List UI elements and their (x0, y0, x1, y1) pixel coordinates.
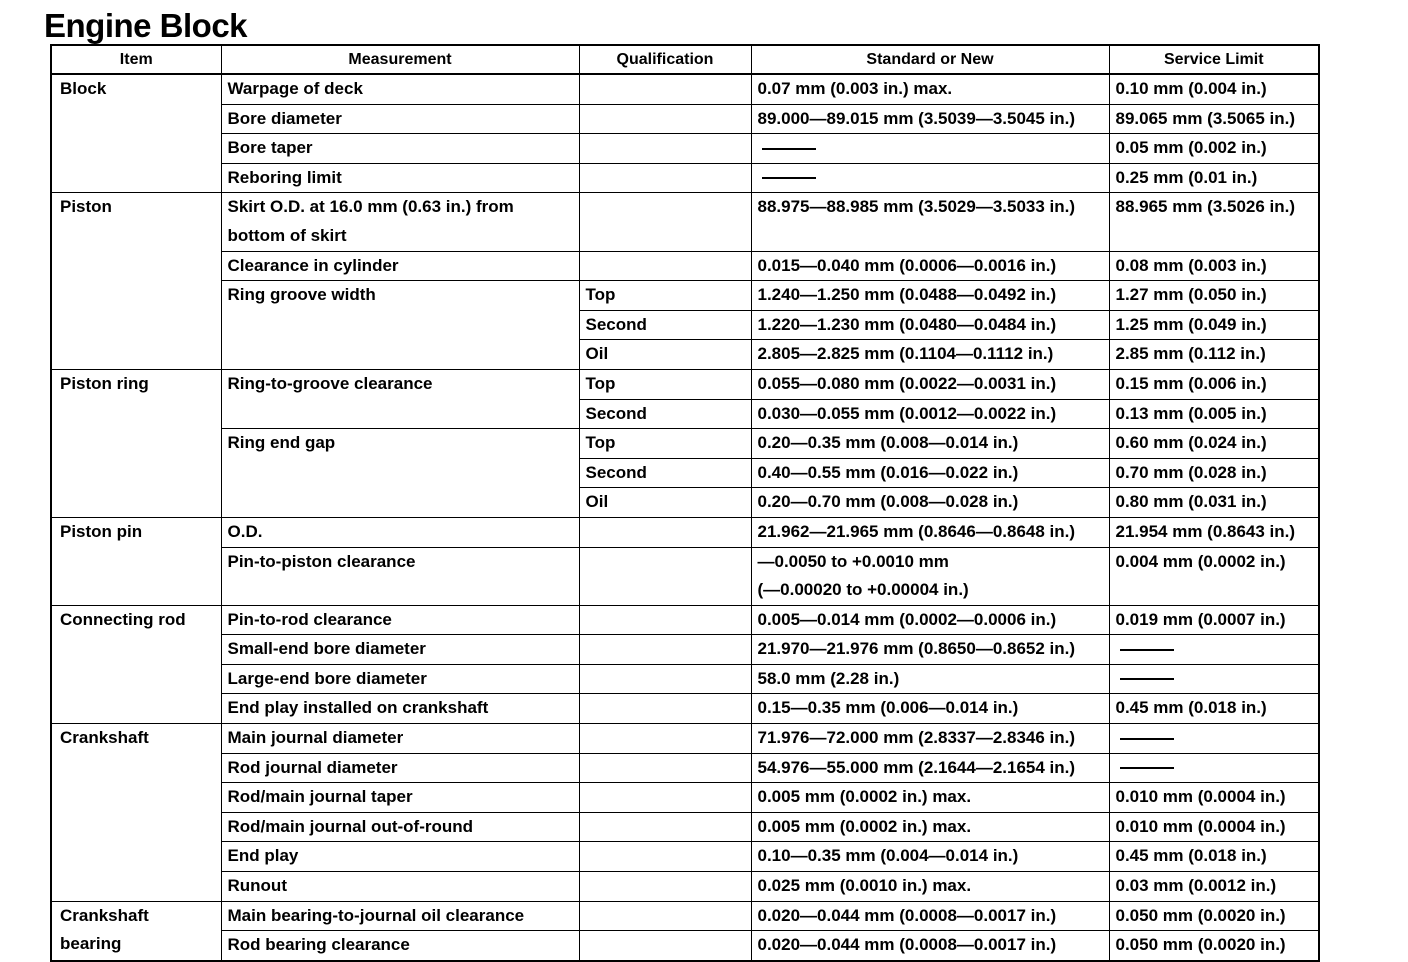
table-row (51, 193, 1319, 251)
item-cell: Piston ring (51, 369, 221, 517)
standard-cell: 21.970—21.976 mm (0.8650—0.8652 in.) (751, 635, 1109, 665)
standard-cell: 89.000—89.015 mm (3.5039—3.5045 in.) (751, 104, 1109, 134)
standard-cell: 21.962—21.965 mm (0.8646—0.8648 in.) (751, 517, 1109, 547)
qualification-cell: Top (579, 429, 751, 459)
table-row (51, 901, 1319, 931)
limit-cell (1109, 664, 1319, 694)
qualification-cell (579, 517, 751, 547)
standard-cell: 0.10—0.35 mm (0.004—0.014 in.) (751, 842, 1109, 872)
qualification-cell (579, 724, 751, 754)
standard-cell: 0.005 mm (0.0002 in.) max. (751, 783, 1109, 813)
table-row (51, 547, 1319, 605)
qualification-cell (579, 842, 751, 872)
item-cell: Crankshaft (51, 724, 221, 902)
table-row (51, 104, 1319, 134)
limit-cell: 1.25 mm (0.049 in.) (1109, 310, 1319, 340)
table-row (51, 635, 1319, 665)
measurement-cell: Bore taper (221, 134, 579, 164)
measurement-cell: Small-end bore diameter (221, 635, 579, 665)
qualification-cell (579, 753, 751, 783)
item-line: bearing (60, 934, 122, 954)
limit-cell: 0.08 mm (0.003 in.) (1109, 251, 1319, 281)
header-row (51, 45, 1319, 74)
table-row (51, 251, 1319, 281)
standard-cell (751, 163, 1109, 193)
measurement-cell: Rod/main journal taper (221, 783, 579, 813)
qualification-cell (579, 547, 751, 605)
header-standard: Standard or New (751, 45, 1109, 74)
limit-cell: 89.065 mm (3.5065 in.) (1109, 104, 1319, 134)
standard-cell: 54.976—55.000 mm (2.1644—2.1654 in.) (751, 753, 1109, 783)
standard-cell: 0.005 mm (0.0002 in.) max. (751, 812, 1109, 842)
qualification-cell (579, 74, 751, 104)
limit-cell: 0.050 mm (0.0020 in.) (1109, 931, 1319, 961)
standard-cell (751, 547, 1109, 605)
item-cell: Block (51, 74, 221, 193)
limit-cell: 0.10 mm (0.004 in.) (1109, 74, 1319, 104)
engine-block-spec-table (50, 44, 1320, 962)
qualification-cell (579, 694, 751, 724)
qualification-cell (579, 605, 751, 635)
standard-cell: 58.0 mm (2.28 in.) (751, 664, 1109, 694)
measurement-cell: Main journal diameter (221, 724, 579, 754)
standard-cell: 2.805—2.825 mm (0.1104—0.1112 in.) (751, 340, 1109, 370)
standard-cell: 88.975—88.985 mm (3.5029—3.5033 in.) (751, 193, 1109, 251)
measurement-cell: Rod/main journal out-of-round (221, 812, 579, 842)
header-qualification: Qualification (579, 45, 751, 74)
qualification-cell (579, 901, 751, 931)
dash-mark (762, 148, 816, 150)
qualification-cell: Oil (579, 488, 751, 518)
qualification-cell: Oil (579, 340, 751, 370)
qualification-cell (579, 872, 751, 902)
table-row (51, 369, 1319, 399)
measurement-cell: O.D. (221, 517, 579, 547)
measurement-cell: End play (221, 842, 579, 872)
standard-cell: 0.020—0.044 mm (0.0008—0.0017 in.) (751, 901, 1109, 931)
limit-cell: 0.80 mm (0.031 in.) (1109, 488, 1319, 518)
standard-cell: 0.005—0.014 mm (0.0002—0.0006 in.) (751, 605, 1109, 635)
measurement-cell: Ring end gap (221, 429, 579, 518)
table-row (51, 429, 1319, 459)
qualification-cell (579, 812, 751, 842)
limit-cell (1109, 635, 1319, 665)
qualification-cell (579, 251, 751, 281)
qualification-cell (579, 134, 751, 164)
page-title: Engine Block (44, 7, 248, 44)
limit-cell: 0.03 mm (0.0012 in.) (1109, 872, 1319, 902)
qualification-cell: Top (579, 369, 751, 399)
measurement-cell: Large-end bore diameter (221, 664, 579, 694)
limit-cell: 0.010 mm (0.0004 in.) (1109, 812, 1319, 842)
standard-line: (—0.00020 to +0.00004 in.) (757, 580, 969, 600)
qualification-cell (579, 931, 751, 961)
standard-cell: 0.20—0.35 mm (0.008—0.014 in.) (751, 429, 1109, 459)
table-row (51, 931, 1319, 961)
limit-cell: 2.85 mm (0.112 in.) (1109, 340, 1319, 370)
table-row (51, 812, 1319, 842)
item-cell: Piston (51, 193, 221, 370)
qualification-cell: Second (579, 458, 751, 488)
measurement-cell: Ring-to-groove clearance (221, 369, 579, 428)
qualification-cell: Top (579, 281, 751, 311)
measurement-cell: Pin-to-piston clearance (221, 547, 579, 605)
dash-mark (762, 177, 816, 179)
limit-cell: 0.70 mm (0.028 in.) (1109, 458, 1319, 488)
measurement-cell: Ring groove width (221, 281, 579, 370)
table-row (51, 517, 1319, 547)
limit-cell: 0.25 mm (0.01 in.) (1109, 163, 1319, 193)
qualification-cell (579, 635, 751, 665)
standard-cell: 1.220—1.230 mm (0.0480—0.0484 in.) (751, 310, 1109, 340)
header-item: Item (51, 45, 221, 74)
standard-cell: 0.07 mm (0.003 in.) max. (751, 74, 1109, 104)
table-row (51, 842, 1319, 872)
standard-cell: 0.15—0.35 mm (0.006—0.014 in.) (751, 694, 1109, 724)
table-row (51, 664, 1319, 694)
measurement-cell: Rod journal diameter (221, 753, 579, 783)
limit-cell: 0.15 mm (0.006 in.) (1109, 369, 1319, 399)
table-row (51, 163, 1319, 193)
standard-cell (751, 134, 1109, 164)
measurement-cell: Warpage of deck (221, 74, 579, 104)
header-measurement: Measurement (221, 45, 579, 74)
item-cell: Connecting rod (51, 605, 221, 723)
measurement-cell: Clearance in cylinder (221, 251, 579, 281)
standard-cell: 71.976—72.000 mm (2.8337—2.8346 in.) (751, 724, 1109, 754)
measurement-cell: Reboring limit (221, 163, 579, 193)
standard-cell: 0.025 mm (0.0010 in.) max. (751, 872, 1109, 902)
qualification-cell (579, 664, 751, 694)
qualification-cell (579, 163, 751, 193)
standard-cell: 0.015—0.040 mm (0.0006—0.0016 in.) (751, 251, 1109, 281)
table-row (51, 872, 1319, 902)
limit-cell: 0.60 mm (0.024 in.) (1109, 429, 1319, 459)
qualification-cell (579, 104, 751, 134)
limit-cell: 88.965 mm (3.5026 in.) (1109, 193, 1319, 251)
table-row (51, 74, 1319, 104)
qualification-cell: Second (579, 310, 751, 340)
dash-mark (1120, 678, 1174, 680)
qualification-cell (579, 783, 751, 813)
dash-mark (1120, 738, 1174, 740)
limit-cell: 0.050 mm (0.0020 in.) (1109, 901, 1319, 931)
limit-cell (1109, 753, 1319, 783)
item-cell: Piston pin (51, 517, 221, 605)
dash-mark (1120, 649, 1174, 651)
standard-cell: 1.240—1.250 mm (0.0488—0.0492 in.) (751, 281, 1109, 311)
limit-cell: 0.004 mm (0.0002 in.) (1109, 547, 1319, 605)
standard-cell: 0.20—0.70 mm (0.008—0.028 in.) (751, 488, 1109, 518)
table-row (51, 783, 1319, 813)
limit-cell: 1.27 mm (0.050 in.) (1109, 281, 1319, 311)
table-row (51, 281, 1319, 311)
table-row (51, 724, 1319, 754)
table-row (51, 753, 1319, 783)
measurement-cell: Main bearing-to-journal oil clearance (221, 901, 579, 931)
measurement-cell: Bore diameter (221, 104, 579, 134)
measurement-cell: Runout (221, 872, 579, 902)
header-service-limit: Service Limit (1109, 45, 1319, 74)
limit-cell: 0.45 mm (0.018 in.) (1109, 694, 1319, 724)
limit-cell: 0.019 mm (0.0007 in.) (1109, 605, 1319, 635)
limit-cell: 0.05 mm (0.002 in.) (1109, 134, 1319, 164)
measurement-cell: End play installed on crankshaft (221, 694, 579, 724)
item-line: Crankshaft (60, 905, 149, 925)
standard-line: —0.0050 to +0.0010 mm (757, 551, 949, 571)
table-row (51, 694, 1319, 724)
standard-cell: 0.020—0.044 mm (0.0008—0.0017 in.) (751, 931, 1109, 961)
limit-cell: 0.010 mm (0.0004 in.) (1109, 783, 1319, 813)
limit-cell: 0.13 mm (0.005 in.) (1109, 399, 1319, 429)
dash-mark (1120, 767, 1174, 769)
item-cell (51, 901, 221, 961)
qualification-cell: Second (579, 399, 751, 429)
measurement-cell: Rod bearing clearance (221, 931, 579, 961)
limit-cell: 21.954 mm (0.8643 in.) (1109, 517, 1319, 547)
limit-cell (1109, 724, 1319, 754)
limit-cell: 0.45 mm (0.018 in.) (1109, 842, 1319, 872)
standard-cell: 0.055—0.080 mm (0.0022—0.0031 in.) (751, 369, 1109, 399)
table-row (51, 605, 1319, 635)
table-row (51, 134, 1319, 164)
standard-cell: 0.030—0.055 mm (0.0012—0.0022 in.) (751, 399, 1109, 429)
qualification-cell (579, 193, 751, 251)
standard-cell: 0.40—0.55 mm (0.016—0.022 in.) (751, 458, 1109, 488)
measurement-cell: Skirt O.D. at 16.0 mm (0.63 in.) from bottom of skirt (221, 193, 579, 251)
measurement-cell: Pin-to-rod clearance (221, 605, 579, 635)
